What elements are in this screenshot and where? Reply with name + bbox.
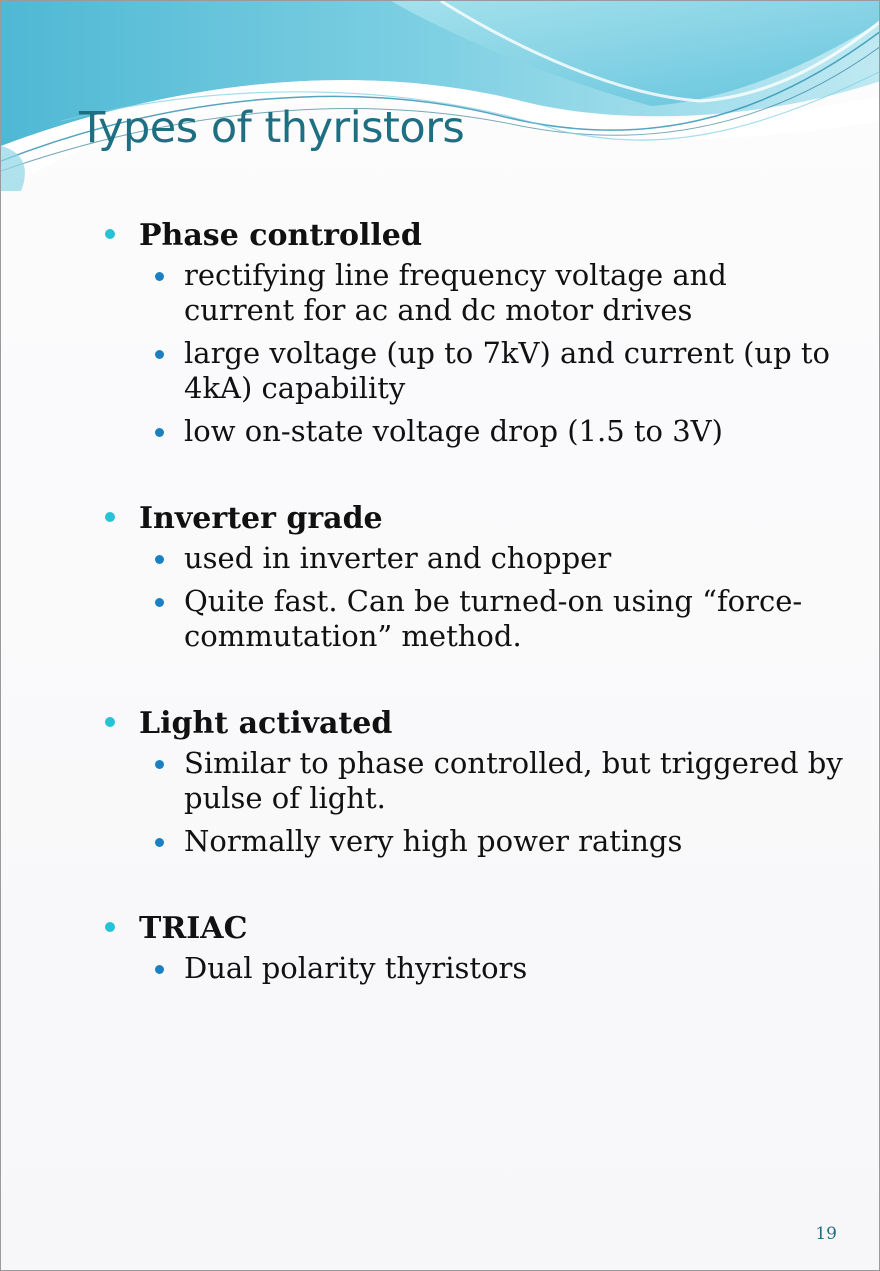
section-heading-text: Light activated bbox=[139, 706, 393, 741]
list-item bbox=[155, 541, 845, 582]
bullet-icon bbox=[155, 965, 164, 974]
slide-title: Types of thyristors bbox=[79, 103, 465, 153]
heading-bullet-icon bbox=[105, 717, 115, 727]
section-heading-text: Inverter grade bbox=[139, 501, 383, 536]
list-item-text: rectifying line frequency voltage and current for ac and dc motor drives bbox=[184, 258, 727, 327]
list-item-text: large voltage (up to 7kV) and current (up to 4kA) capability bbox=[184, 336, 830, 405]
bullet-icon bbox=[155, 350, 164, 359]
list-item-text: Dual polarity thyristors bbox=[184, 951, 528, 985]
section-phase-controlled bbox=[105, 216, 845, 455]
bullet-icon bbox=[155, 555, 164, 564]
section-light-activated bbox=[105, 704, 845, 865]
list-item bbox=[155, 746, 845, 822]
bullet-icon bbox=[155, 598, 164, 607]
section-heading bbox=[105, 704, 845, 744]
section-triac bbox=[105, 909, 845, 992]
list-item-text: low on-state voltage drop (1.5 to 3V) bbox=[184, 414, 723, 448]
section-items bbox=[105, 951, 845, 992]
bullet-icon bbox=[155, 838, 164, 847]
list-item bbox=[155, 951, 845, 992]
section-items bbox=[105, 746, 845, 865]
section-heading-text: TRIAC bbox=[139, 911, 248, 946]
list-item-text: Quite fast. Can be turned-on using “force-commutation” method. bbox=[184, 584, 803, 653]
bullet-content bbox=[105, 216, 845, 1036]
list-item bbox=[155, 584, 845, 660]
list-item-text: Normally very high power ratings bbox=[184, 824, 683, 858]
bullet-icon bbox=[155, 272, 164, 281]
bullet-icon bbox=[155, 428, 164, 437]
list-item bbox=[155, 258, 845, 334]
section-items bbox=[105, 541, 845, 660]
list-item bbox=[155, 414, 845, 455]
section-items bbox=[105, 258, 845, 455]
section-heading-text: Phase controlled bbox=[139, 218, 422, 253]
section-inverter-grade bbox=[105, 499, 845, 660]
list-item-text: used in inverter and chopper bbox=[184, 541, 612, 575]
list-item-text: Similar to phase controlled, but triggered by pulse of light. bbox=[184, 746, 843, 815]
section-heading bbox=[105, 216, 845, 256]
section-heading bbox=[105, 499, 845, 539]
heading-bullet-icon bbox=[105, 229, 115, 239]
header-wave-decoration bbox=[1, 1, 880, 201]
section-heading bbox=[105, 909, 845, 949]
heading-bullet-icon bbox=[105, 922, 115, 932]
list-item bbox=[155, 824, 845, 865]
page-number: 19 bbox=[815, 1224, 837, 1244]
list-item bbox=[155, 336, 845, 412]
heading-bullet-icon bbox=[105, 512, 115, 522]
bullet-icon bbox=[155, 760, 164, 769]
